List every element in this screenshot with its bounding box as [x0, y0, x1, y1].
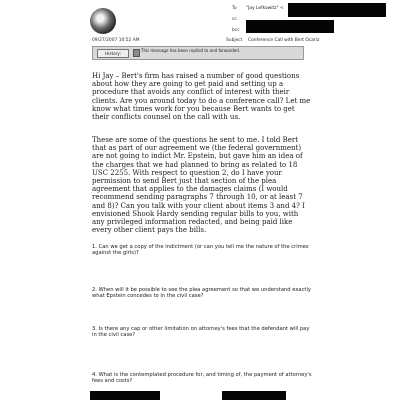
subject-label: Subject [226, 38, 243, 43]
history-bar [92, 46, 304, 60]
paragraph-2: These are some of the questions he sent to me. I told Bert that as part of our agreement we (the federal government) are not going to indict Mr. Epstein, but gave him an idea of the charges that we had planned to bring as related to 18 USC 2255. With respect to question 2, do I have your permission to send Bert just that section of the plea agreement that applies to the damages claims (I would recommend sending paragraphs 7 through 10, or at least 7 and 8)? Can you talk with your client about items 3 and 4? I envisioned Shook Hardy sending regular bills to you, with any privileged information redacted, and being paid like every other client pays the bills. [92, 136, 305, 235]
sent-date: 09/27/2007 10:52 AM [92, 38, 140, 43]
redaction-to [288, 3, 386, 17]
redaction-cc [246, 20, 334, 33]
history-note: This message has been replied to and forwarded. [141, 48, 241, 53]
to-label: To [232, 6, 237, 11]
globe-logo-icon [90, 8, 116, 34]
reply-forward-icon [133, 49, 140, 57]
question-3: 3. Is there any cap or other limitation on attorney's fees that the defendant will pay in the civil case? [92, 326, 310, 339]
redaction-bottom-left [90, 391, 160, 400]
question-4: 4. What is the contemplated procedure for, and timing of, the payment of attorney's fees and costs? [92, 372, 312, 385]
cc-label: cc [232, 17, 237, 22]
bcc-label: bcc [232, 28, 240, 33]
to-value: "Jay Lefkowitz" < [246, 6, 284, 11]
redaction-bottom-right [222, 391, 286, 400]
subject-value: Conference Call with Bert Ocariz [248, 38, 320, 43]
question-1: 1. Can we get a copy of the indictment (or can you tell me the nature of the crimes against the girls)? [92, 244, 309, 257]
paragraph-1: Hi Jay – Bert's firm has raised a number of good questions about how they are going to get paid and setting up a procedure that avoids any conflict of interest with their clients. Are you around today to do a conference call? Let me know what times work for you because Bert wants to get their conflicts counsel on the call with us. [92, 72, 311, 122]
history-button[interactable]: History: [97, 49, 129, 58]
question-2: 2. When will it be possible to see the plea agreement so that we understand exactly what Epstein concedes to in the civil case? [92, 287, 311, 300]
